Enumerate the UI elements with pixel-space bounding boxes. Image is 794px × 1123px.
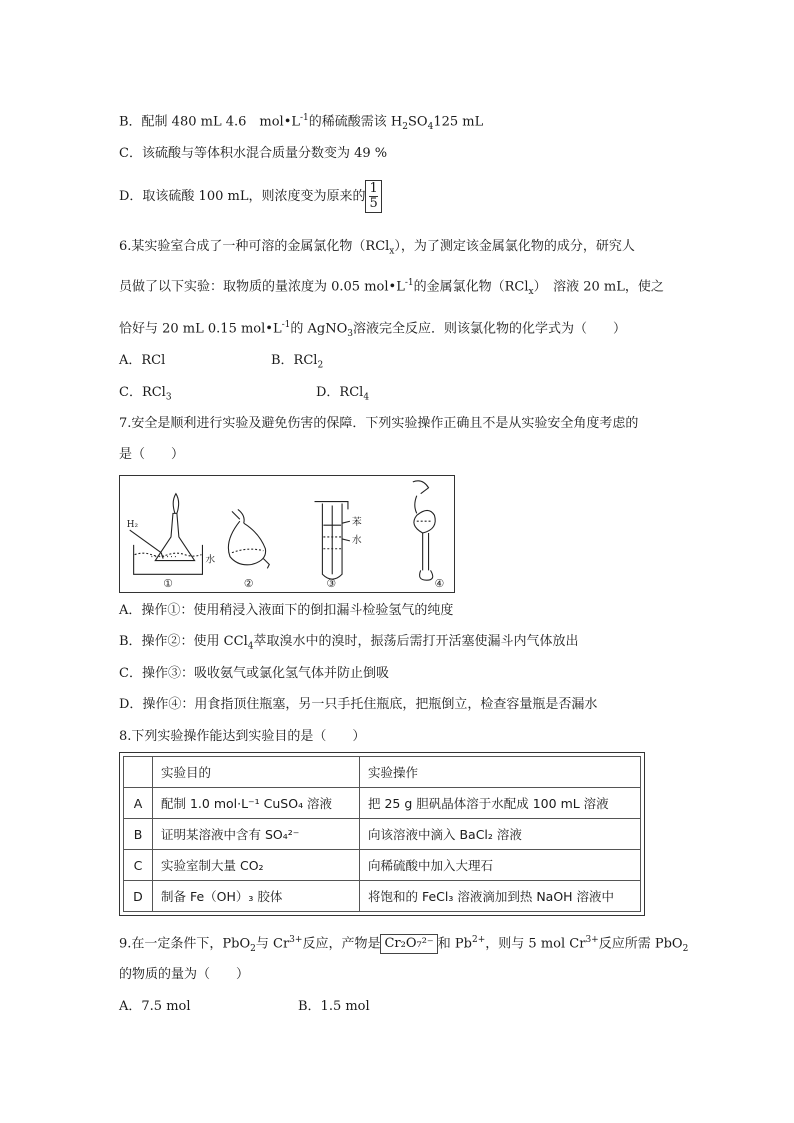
row-label: A bbox=[124, 788, 153, 819]
q6-option-b: B．RCl$_2$ bbox=[271, 353, 324, 371]
row-operation: 向稀硫酸中加入大理石 bbox=[360, 850, 641, 881]
row-purpose: 配制 1.0 mol·L⁻¹ CuSO₄ 溶液 bbox=[153, 788, 360, 819]
row-operation: 把 25 g 胆矾晶体溶于水配成 100 mL 溶液 bbox=[360, 788, 641, 819]
table-row bbox=[124, 881, 641, 912]
q9-stem-line1: 9.在一定条件下，PbO$_2$与 $Cr^{3+}$反应，产物是 Cr₂O₇²⁻ 和 $Pb^{2+}$，则与 5 mol $Cr^{3+}$反应所需 PbO$_2$ bbox=[119, 935, 689, 954]
apparatus-4-volumetric-flask bbox=[413, 481, 435, 580]
q7-option-d: D．操作④：用食指顶住瓶塞，另一只手托住瓶底，把瓶倒立，检查容量瓶是否漏水 bbox=[119, 697, 598, 712]
apparatus-3-test-tube bbox=[315, 502, 350, 580]
q7-option-b: B．操作②：使用 CCl$_4$萃取溴水中的溴时，振荡后需打开活塞使漏斗内气体放出 bbox=[119, 634, 579, 652]
label-circle-1: ① bbox=[163, 577, 173, 591]
q5-option-d: D．取该硫酸 100 mL，则浓度变为原来的 $\frac{1}{5}$ bbox=[119, 180, 382, 213]
row-purpose: 证明某溶液中含有 SO₄²⁻ bbox=[153, 819, 360, 850]
apparatus-1-funnel-trough bbox=[130, 494, 203, 575]
row-operation: 向该溶液中滴入 BaCl₂ 溶液 bbox=[360, 819, 641, 850]
row-purpose: 实验室制大量 CO₂ bbox=[153, 850, 360, 881]
q5-option-c: C．该硫酸与等体积水混合质量分数变为 49 % bbox=[119, 146, 388, 161]
fraction: $\frac{1}{5}$ bbox=[365, 180, 381, 213]
table-row bbox=[124, 788, 641, 819]
water-label-3: 水 bbox=[351, 534, 362, 546]
dichromate-ion: Cr₂O₇²⁻ bbox=[380, 934, 437, 954]
row-label: C bbox=[124, 850, 153, 881]
apparatus-2-separatory-funnel bbox=[228, 509, 269, 568]
q6-option-c: C．RCl$_3$ bbox=[119, 385, 172, 403]
q5-option-b: B．配制 480 mL 4.6 $mol•L^{-1}$的稀硫酸需该 $H_2SO_4125$ mL bbox=[119, 113, 484, 132]
q7-stem-line1: 7.安全是顺利进行实验及避免伤害的保障．下列实验操作正确且不是从实验安全角度考虑的 bbox=[119, 416, 639, 431]
q9-option-a: A．7.5 mol bbox=[119, 999, 191, 1014]
label-circle-2: ② bbox=[243, 577, 254, 591]
q7-option-c: C．操作③：吸收氨气或氯化氢气体并防止倒吸 bbox=[119, 666, 389, 681]
row-purpose: 制备 Fe（OH）₃ 胶体 bbox=[153, 881, 360, 912]
q6-stem-line3: 恰好与 20 mL 0.15 $mol•L^{-1}$的 AgNO$_3$溶液完全反应．则该氯化物的化学式为（ ） bbox=[119, 320, 627, 339]
row-operation: 将饱和的 FeCl₃ 溶液滴加到热 NaOH 溶液中 bbox=[360, 881, 641, 912]
q7-option-a: A．操作①：使用稍浸入液面下的倒扣漏斗检验氢气的纯度 bbox=[119, 603, 454, 618]
header-cell-operation: 实验操作 bbox=[360, 757, 641, 788]
row-label: D bbox=[124, 881, 153, 912]
q6-stem-line2: 员做了以下实验：取物质的量浓度为 0.05 $mol•L^{-1}$的金属氯化物（RCl$_x$） 溶液 20 mL，使之 bbox=[119, 278, 664, 297]
table-row bbox=[124, 819, 641, 850]
q8-table bbox=[123, 756, 641, 912]
label-circle-3: ③ bbox=[326, 577, 337, 591]
q9-stem-line2: 的物质的量为（ ） bbox=[119, 967, 250, 982]
q6-option-a: A．RCl bbox=[119, 353, 166, 368]
benzene-label: 苯 bbox=[351, 517, 362, 529]
q8-stem: 8.下列实验操作能达到实验目的是（ ） bbox=[119, 729, 366, 744]
label-circle-4: ④ bbox=[434, 577, 445, 591]
h2-label: H₂ bbox=[126, 520, 139, 531]
table-header-row bbox=[124, 757, 641, 788]
q9-option-b: B．1.5 mol bbox=[298, 999, 370, 1014]
water-label-1: 水 bbox=[205, 554, 216, 566]
header-cell-purpose: 实验目的 bbox=[153, 757, 360, 788]
q8-table-frame bbox=[119, 752, 645, 916]
q6-stem-line1: 6.某实验室合成了一种可溶的金属氯化物（RCl$_x$），为了测定该金属氯化物的成分，研究人 bbox=[119, 239, 635, 257]
lab-apparatus-figure bbox=[119, 475, 455, 593]
header-cell-blank bbox=[124, 757, 153, 788]
q6-option-d: D．RCl$_4$ bbox=[316, 385, 370, 403]
table-row bbox=[124, 850, 641, 881]
q7-stem-line2: 是（ ） bbox=[119, 447, 185, 462]
row-label: B bbox=[124, 819, 153, 850]
